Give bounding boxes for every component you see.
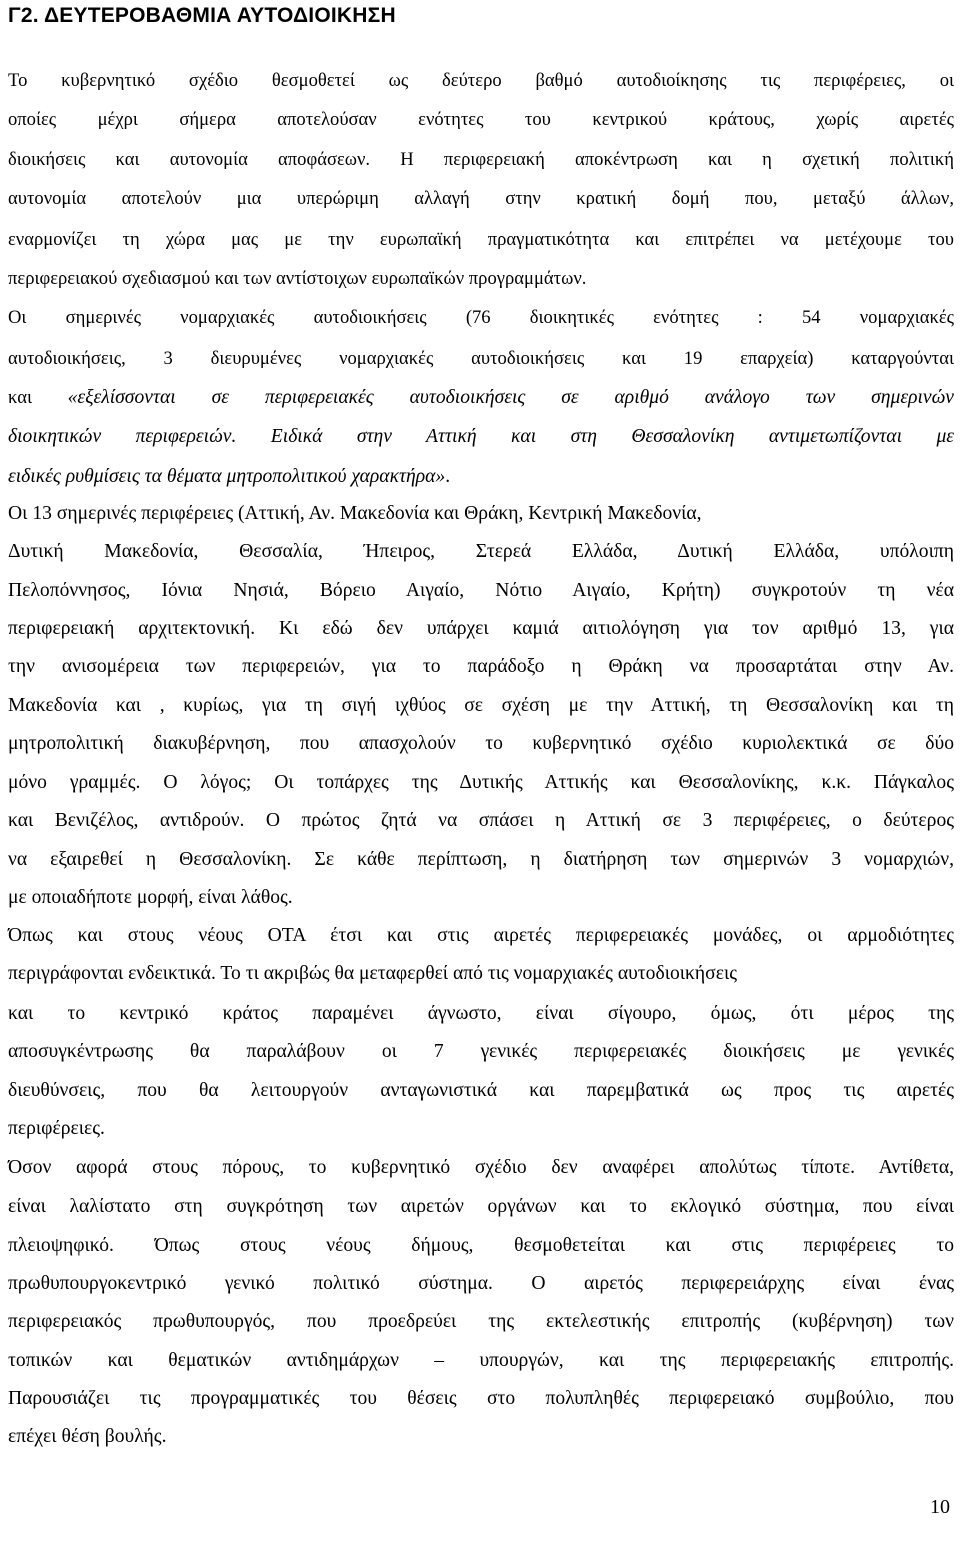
text-segment: αποσυγκέντρωσης θα παραλάβουν οι 7 γενικές περιφερειακές διοικήσεις με γενικές bbox=[8, 1041, 954, 1062]
text-line bbox=[8, 1153, 954, 1183]
text-line bbox=[8, 999, 954, 1029]
text-line bbox=[8, 921, 954, 951]
text-line bbox=[8, 1037, 954, 1067]
text-line bbox=[8, 1346, 954, 1376]
text-line bbox=[8, 1192, 954, 1222]
text-segment: και bbox=[8, 387, 68, 408]
text-line bbox=[8, 383, 954, 413]
text-segment: Το κυβερνητικό σχέδιο θεσμοθετεί ως δεύτερο βαθμό αυτοδιοίκησης τις περιφέρειες, οι bbox=[8, 70, 954, 91]
text-segment: διοικήσεις και αυτονομία αποφάσεων. Η περιφερειακή αποκέντρωση και η σχετική πολιτική bbox=[8, 149, 954, 170]
text-line bbox=[8, 1307, 954, 1337]
text-segment: διευθύνσεις, που θα λειτουργούν ανταγωνιστικά και παρεμβατικά ως προς τις αιρετές bbox=[8, 1080, 954, 1101]
text-line bbox=[8, 768, 954, 798]
text-segment: ειδικές ρυθμίσεις τα θέματα μητροπολιτικού χαρακτήρα» bbox=[8, 466, 446, 487]
text-segment: τοπικών και θεματικών αντιδημάρχων – υπουργών, και της περιφερειακής επιτροπής. bbox=[8, 1350, 954, 1371]
text-segment: οποίες μέχρι σήμερα αποτελούσαν ενότητες του κεντρικού κράτους, χωρίς αιρετές bbox=[8, 109, 954, 130]
text-segment: «εξελίσσονται σε περιφερειακές αυτοδιοικήσεις σε αριθμό ανάλογο των σημερινών bbox=[67, 387, 954, 408]
text-segment: πλειοψηφικό. Όπως στους νέους δήμους, θεσμοθετείται και στις περιφέρειες το bbox=[8, 1235, 954, 1256]
page-number: 10 bbox=[930, 1496, 950, 1518]
text-segment: περιφερειακή αρχιτεκτονική. Κι εδώ δεν υπάρχει καμιά αιτιολόγηση για τον αριθμό 13, για bbox=[8, 618, 954, 639]
text-line bbox=[8, 1076, 954, 1106]
text-line bbox=[8, 462, 954, 492]
section-heading: Γ2. ΔΕΥΤΕΡΟΒΑΘΜΙΑ ΑΥΤΟΔΙΟΙΚΗΣΗ bbox=[8, 4, 396, 27]
text-segment: και Βενιζέλος, αντιδρούν. Ο πρώτος ζητά να σπάσει η Αττική σε 3 περιφέρειες, ο δεύτερος bbox=[8, 810, 954, 831]
text-line bbox=[8, 303, 954, 333]
text-line bbox=[8, 1422, 954, 1452]
text-segment: μητροπολιτική διακυβέρνηση, που απασχολούν το κυβερνητικό σχέδιο κυριολεκτικά σε δύο bbox=[8, 733, 954, 754]
text-line bbox=[8, 537, 954, 567]
text-line bbox=[8, 499, 954, 529]
text-segment: αυτονομία αποτελούν μια υπερώριμη αλλαγή στην κρατική δομή που, μεταξύ άλλων, bbox=[8, 188, 954, 209]
text-line bbox=[8, 691, 954, 721]
text-line bbox=[8, 1231, 954, 1261]
text-segment: μόνο γραμμές. Ο λόγος; Οι τοπάρχες της Δυτικής Αττικής και Θεσσαλονίκης, κ.κ. Πάγκαλος bbox=[8, 772, 954, 793]
text-segment: Μακεδονία και , κυρίως, για τη σιγή ιχθύος σε σχέση με την Αττική, τη Θεσσαλονίκη και τη bbox=[8, 695, 954, 716]
text-segment: εναρμονίζει τη χώρα μας με την ευρωπαϊκή πραγματικότητα και επιτρέπει να μετέχουμε του bbox=[8, 229, 954, 250]
text-line bbox=[8, 576, 954, 606]
text-segment: πρωθυπουργοκεντρικό γενικό πολιτικό σύστημα. Ο αιρετός περιφερειάρχης είναι ένας bbox=[8, 1273, 954, 1294]
text-segment: να εξαιρεθεί η Θεσσαλονίκη. Σε κάθε περίπτωση, η διατήρηση των σημερινών 3 νομαρχιών, bbox=[8, 849, 954, 870]
text-segment: Δυτική Μακεδονία, Θεσσαλία, Ήπειρος, Στερεά Ελλάδα, Δυτική Ελλάδα, υπόλοιπη bbox=[8, 541, 954, 562]
text-segment: με οποιαδήποτε μορφή, είναι λάθος. bbox=[8, 887, 293, 908]
text-segment: επέχει θέση βουλής. bbox=[8, 1426, 167, 1447]
text-line bbox=[8, 959, 954, 989]
text-line bbox=[8, 145, 954, 175]
text-line bbox=[8, 225, 954, 255]
text-line bbox=[8, 184, 954, 214]
text-segment: Πελοπόννησος, Ιόνια Νησιά, Βόρειο Αιγαίο, Νότιο Αιγαίο, Κρήτη) συγκροτούν τη νέα bbox=[8, 580, 954, 601]
text-segment: περιφερειακός πρωθυπουργός, που προεδρεύει της εκτελεστικής επιτροπής (κυβέρνηση) των bbox=[8, 1311, 954, 1332]
text-segment: διοικητικών περιφερειών. Ειδικά στην Αττική και στη Θεσσαλονίκη αντιμετωπίζονται με bbox=[8, 426, 954, 447]
text-segment: . bbox=[445, 466, 451, 487]
text-segment: και το κεντρικό κράτος παραμένει άγνωστο, είναι σίγουρο, όμως, ότι μέρος της bbox=[8, 1003, 954, 1024]
text-line bbox=[8, 264, 954, 294]
text-line bbox=[8, 806, 954, 836]
text-segment: Οι σημερινές νομαρχιακές αυτοδιοικήσεις (76 διοικητικές ενότητες : 54 νομαρχιακές bbox=[8, 307, 954, 328]
text-segment: Όσον αφορά στους πόρους, το κυβερνητικό σχέδιο δεν αναφέρει απολύτως τίποτε. Αντίθετα, bbox=[8, 1157, 954, 1178]
text-line bbox=[8, 614, 954, 644]
text-line bbox=[8, 883, 954, 913]
text-segment: Οι 13 σημερινές περιφέρειες (Αττική, Αν. Μακεδονία και Θράκη, Κεντρική Μακεδονία, bbox=[8, 503, 702, 524]
text-line bbox=[8, 1114, 954, 1144]
text-line bbox=[8, 422, 954, 452]
text-line bbox=[8, 344, 954, 374]
text-line bbox=[8, 652, 954, 682]
text-line bbox=[8, 66, 954, 96]
text-line bbox=[8, 845, 954, 875]
text-segment: αυτοδιοικήσεις, 3 διευρυμένες νομαρχιακές αυτοδιοικήσεις και 19 επαρχεία) καταργούνται bbox=[8, 348, 954, 369]
text-segment: την ανισομέρεια των περιφερειών, για το παράδοξο η Θράκη να προσαρτάται στην Αν. bbox=[8, 656, 954, 677]
text-segment: περιφερειακού σχεδιασμού και των αντίστοιχων ευρωπαϊκών προγραμμάτων. bbox=[8, 268, 587, 289]
text-line bbox=[8, 105, 954, 135]
text-segment: Όπως και στους νέους ΟΤΑ έτσι και στις αιρετές περιφερειακές μονάδες, οι αρμοδιότητες bbox=[8, 925, 954, 946]
text-segment: είναι λαλίστατο στη συγκρότηση των αιρετών οργάνων και το εκλογικό σύστημα, που είναι bbox=[8, 1196, 954, 1217]
text-line bbox=[8, 729, 954, 759]
text-segment: περιφέρειες. bbox=[8, 1118, 105, 1139]
text-line bbox=[8, 1269, 954, 1299]
text-segment: Παρουσιάζει τις προγραμματικές του θέσεις στο πολυπληθές περιφερειακό συμβούλιο, που bbox=[8, 1388, 954, 1409]
text-line bbox=[8, 1384, 954, 1414]
text-segment: περιγράφονται ενδεικτικά. Το τι ακριβώς θα μεταφερθεί από τις νομαρχιακές αυτοδιοικήσεις bbox=[8, 963, 737, 984]
